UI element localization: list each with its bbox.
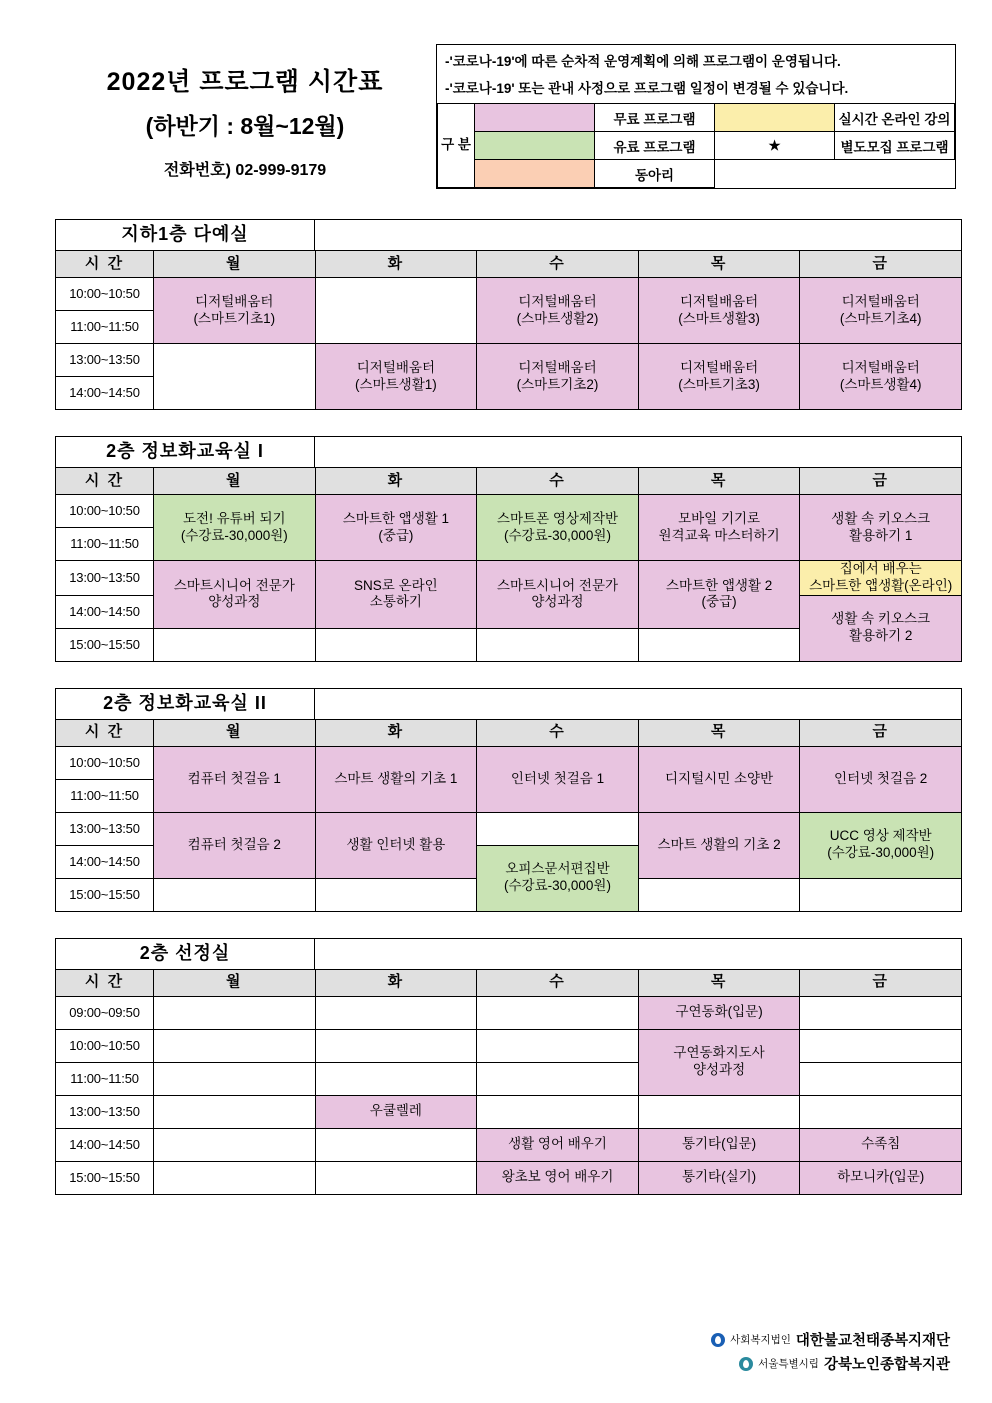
program-line: 통기타(입문): [681, 1136, 757, 1152]
legend-swatch-club: [475, 160, 595, 188]
program-cell: [800, 1161, 962, 1194]
empty-cell: [315, 1161, 477, 1194]
empty-cell: [800, 996, 962, 1029]
program-line: 소통하기: [369, 594, 422, 610]
column-header: 목: [638, 969, 800, 996]
program-cell: [315, 561, 477, 629]
schedule-table: [55, 467, 962, 662]
legend-empty-2: [835, 160, 955, 188]
column-header: 금: [800, 251, 962, 278]
footer-line-2: [711, 1353, 950, 1374]
time-slot-label: 13:00~13:50: [56, 561, 154, 596]
program-line: 활용하기 2: [848, 628, 913, 644]
program-line: 스마트 생활의 기초 1: [334, 770, 458, 786]
empty-cell: [154, 628, 316, 661]
footer-big-2: 강북노인종합복지관: [823, 1357, 950, 1373]
program-cell: [800, 812, 962, 878]
time-slot-label: 11:00~11:50: [56, 528, 154, 561]
program-line: 스마트한 앱생활 2: [665, 577, 773, 593]
column-header: 시 간: [56, 251, 154, 278]
program-cell: [638, 495, 800, 561]
legend-note-1: -'코로나-19'에 따른 순차적 운영계획에 의해 프로그램이 운영됩니다.: [445, 54, 841, 69]
schedule-section: [0, 436, 992, 662]
table-row: [56, 812, 962, 845]
program-cell: [154, 746, 316, 812]
program-line: (스마트기초3): [678, 376, 760, 392]
program-cell: [800, 746, 962, 812]
program-cell: [477, 746, 639, 812]
program-line: 컴퓨터 첫걸음 1: [187, 770, 281, 786]
program-cell: [638, 344, 800, 410]
legend-swatch-free: [475, 104, 595, 132]
empty-cell: [477, 1062, 639, 1095]
time-slot-label: 15:00~15:50: [56, 1161, 154, 1194]
legend-label-club: 동아리: [595, 160, 715, 188]
program-cell: [800, 1128, 962, 1161]
empty-cell: [154, 1128, 316, 1161]
program-line: 디저털배움터: [518, 293, 597, 309]
program-cell: [315, 812, 477, 878]
program-cell: [477, 561, 639, 629]
program-line: (스마트기초2): [516, 376, 599, 392]
program-cell: [638, 561, 800, 629]
program-line: 스마트 생활의 기초 2: [657, 836, 781, 852]
program-cell: [154, 495, 316, 561]
program-line: 디저털배움터: [841, 293, 920, 309]
program-line: 통기타(실기): [681, 1169, 757, 1185]
program-line: 생활 영어 배우기: [508, 1136, 607, 1152]
empty-cell: [154, 878, 316, 911]
program-line: 오피스문서편집반: [505, 861, 610, 877]
footer-small-1: 사회복지법인: [730, 1334, 791, 1346]
table-row: [56, 746, 962, 779]
program-line: 디저털배움터: [679, 359, 759, 375]
column-header: 시 간: [56, 969, 154, 996]
program-line: 모바일 기기로: [678, 510, 761, 526]
column-header: 월: [154, 969, 316, 996]
program-line: SNS로 온라인: [354, 577, 438, 593]
page-title: 2022년 프로그램 시간표: [106, 68, 384, 96]
program-line: 원격교육 마스터하기: [658, 527, 780, 543]
legend-box: [436, 44, 956, 189]
column-header: 목: [638, 251, 800, 278]
section-title-row: [55, 436, 962, 467]
time-slot-label: 13:00~13:50: [56, 344, 154, 377]
program-cell: [477, 845, 639, 911]
column-header: 수: [477, 969, 639, 996]
table-row: [56, 495, 962, 528]
time-slot-label: 14:00~14:50: [56, 845, 154, 878]
program-line: 인터넷 첫걸음 2: [834, 770, 928, 786]
table-row: [56, 1062, 962, 1095]
empty-cell: [154, 1029, 316, 1062]
table-row: [56, 561, 962, 596]
program-cell: [800, 344, 962, 410]
table-header-row: [56, 468, 962, 495]
legend-label-online: 실시간 온라인 강의: [835, 104, 955, 132]
table-header-row: [56, 251, 962, 278]
column-header: 화: [315, 251, 477, 278]
time-slot-label: 13:00~13:50: [56, 1095, 154, 1128]
empty-cell: [800, 1029, 962, 1062]
column-header: 화: [315, 969, 477, 996]
column-header: 월: [154, 468, 316, 495]
table-row: [56, 344, 962, 377]
column-header: 시 간: [56, 719, 154, 746]
legend-swatch-paid: [475, 132, 595, 160]
program-line: (중급): [378, 527, 414, 543]
section-title-row: [55, 219, 962, 250]
program-line: 우쿨렐레: [369, 1103, 422, 1119]
program-line: (스마트생활2): [516, 310, 599, 326]
section-title: 2층 선정실: [55, 938, 315, 969]
footer-small-2: 서울특별시립: [758, 1358, 819, 1370]
program-line: (수강료-30,000원): [827, 845, 935, 861]
program-cell: [477, 278, 639, 344]
program-line: 수족침: [861, 1136, 901, 1152]
organization-footer: [711, 1329, 950, 1377]
column-header: 시 간: [56, 468, 154, 495]
program-line: (스마트생활3): [678, 310, 760, 326]
program-line: 도전! 유튜버 되기: [183, 510, 286, 526]
program-line: 구연동화지도사: [673, 1045, 765, 1061]
program-cell: [154, 812, 316, 878]
section-title-row: [55, 688, 962, 719]
empty-cell: [800, 1095, 962, 1128]
time-slot-label: 11:00~11:50: [56, 1062, 154, 1095]
empty-cell: [638, 1095, 800, 1128]
time-slot-label: 09:00~09:50: [56, 996, 154, 1029]
column-header: 수: [477, 468, 639, 495]
empty-cell: [154, 996, 316, 1029]
program-line: (수강료-30,000원): [504, 527, 611, 543]
table-row: [56, 278, 962, 311]
program-cell: [638, 1029, 800, 1095]
schedule-sections: [0, 219, 992, 1225]
program-cell: [315, 746, 477, 812]
program-line: 스마트시니어 전문가: [496, 577, 619, 593]
table-header-row: [56, 969, 962, 996]
program-cell: [638, 278, 800, 344]
program-cell: [800, 595, 962, 661]
empty-cell: [154, 344, 316, 410]
section-spacer: [0, 1195, 992, 1225]
program-line: 스마트폰 영상제작반: [496, 510, 619, 526]
schedule-table: [55, 250, 962, 410]
empty-cell: [154, 1161, 316, 1194]
schedule-section: [0, 938, 992, 1195]
program-cell: [477, 1128, 639, 1161]
table-row: [56, 1161, 962, 1194]
empty-cell: [800, 1062, 962, 1095]
column-header: 월: [154, 719, 316, 746]
program-line: 스마트시니어 전문가: [173, 577, 295, 593]
program-line: (중급): [701, 594, 737, 610]
legend-label-paid: 유료 프로그램: [595, 132, 715, 160]
section-title-row: [55, 938, 962, 969]
section-title-filler: [315, 436, 962, 467]
time-slot-label: 14:00~14:50: [56, 1128, 154, 1161]
program-line: 생활 속 키오스크: [831, 611, 931, 627]
time-slot-label: 13:00~13:50: [56, 812, 154, 845]
program-cell: [638, 1161, 800, 1194]
section-spacer: [0, 662, 992, 688]
column-header: 금: [800, 719, 962, 746]
table-row: [56, 1095, 962, 1128]
column-header: 수: [477, 719, 639, 746]
time-slot-label: 10:00~10:50: [56, 746, 154, 779]
table-row: [56, 1029, 962, 1062]
time-slot-label: 10:00~10:50: [56, 1029, 154, 1062]
program-line: 집에서 배우는: [839, 561, 922, 576]
empty-cell: [154, 1095, 316, 1128]
empty-cell: [638, 878, 800, 911]
time-slot-label: 15:00~15:50: [56, 628, 154, 661]
time-slot-label: 11:00~11:50: [56, 311, 154, 344]
section-title-filler: [315, 219, 962, 250]
program-line: (스마트생활4): [839, 376, 922, 392]
title-block: [60, 44, 430, 180]
program-cell: [315, 1095, 477, 1128]
program-line: 양성과정: [692, 1062, 746, 1078]
empty-cell: [315, 1062, 477, 1095]
section-title: 지하1층 다예실: [55, 219, 315, 250]
program-cell: [477, 495, 639, 561]
spacer-top: [0, 189, 992, 219]
table-row: [56, 1128, 962, 1161]
legend-row-paid: [438, 132, 955, 160]
program-cell: [315, 495, 477, 561]
program-line: 인터넷 첫걸음 1: [510, 770, 605, 786]
time-slot-label: 14:00~14:50: [56, 595, 154, 628]
city-logo-icon: [739, 1357, 753, 1371]
program-line: (수강료-30,000원): [180, 527, 288, 543]
program-line: 왕초보 영어 배우기: [501, 1169, 614, 1185]
program-line: UCC 영상 제작반: [829, 828, 932, 844]
program-cell: [315, 344, 477, 410]
program-line: 하모니카(입문): [837, 1169, 925, 1185]
program-cell: [638, 746, 800, 812]
legend-empty-1: [715, 160, 835, 188]
empty-cell: [477, 628, 639, 661]
program-line: 컴퓨터 첫걸음 2: [187, 836, 281, 852]
section-title: 2층 정보화교육실 I: [55, 436, 315, 467]
program-line: 구연동화(입문): [675, 1004, 763, 1020]
time-slot-label: 14:00~14:50: [56, 377, 154, 410]
program-line: 디저털배움터: [841, 359, 920, 375]
section-title: 2층 정보화교육실 II: [55, 688, 315, 719]
empty-cell: [315, 628, 477, 661]
section-title-filler: [315, 688, 962, 719]
document-header: [0, 0, 992, 189]
column-header: 월: [154, 251, 316, 278]
legend-note-2: -'코로나-19' 또는 관내 사정으로 프로그램 일정이 변경될 수 있습니다.: [445, 81, 849, 96]
section-title-filler: [315, 938, 962, 969]
program-cell: [638, 996, 800, 1029]
time-slot-label: 11:00~11:50: [56, 779, 154, 812]
empty-cell: [638, 628, 800, 661]
program-line: (스마트기초1): [193, 310, 276, 326]
program-line: 생활 인터넷 활용: [346, 836, 446, 852]
legend-gubun-label: 구 분: [438, 104, 475, 188]
foundation-logo-icon: [711, 1333, 725, 1347]
schedule-table: [55, 719, 962, 912]
program-line: 양성과정: [208, 594, 261, 610]
legend-table: [437, 103, 955, 188]
program-line: 스마트한 앱생활 1: [342, 510, 450, 526]
phone-number: 전화번호) 02-999-9179: [163, 162, 327, 179]
table-header-row: [56, 719, 962, 746]
program-line: 디저털배움터: [195, 293, 274, 309]
schedule-table: [55, 969, 962, 1195]
footer-line-1: [711, 1329, 950, 1350]
program-line: 디저털배움터: [356, 359, 436, 375]
empty-cell: [315, 278, 477, 344]
program-line: 생활 속 키오스크: [831, 510, 931, 526]
empty-cell: [800, 878, 962, 911]
column-header: 수: [477, 251, 639, 278]
empty-cell: [315, 878, 477, 911]
legend-label-special: 별도모집 프로그램: [835, 132, 955, 160]
program-line: (수강료-30,000원): [504, 878, 611, 894]
program-cell: [638, 812, 800, 878]
empty-cell: [477, 996, 639, 1029]
legend-swatch-online: [715, 104, 835, 132]
legend-label-free: 무료 프로그램: [595, 104, 715, 132]
legend-row-free: [438, 104, 955, 132]
schedule-section: [0, 219, 992, 410]
footer-big-1: 대한불교천태종복지재단: [795, 1333, 950, 1349]
program-line: 스마트한 앱생활(온라인): [809, 577, 953, 593]
column-header: 목: [638, 719, 800, 746]
section-spacer: [0, 912, 992, 938]
program-cell: [800, 495, 962, 561]
column-header: 목: [638, 468, 800, 495]
legend-row-club: [438, 160, 955, 188]
program-cell: [154, 278, 316, 344]
program-line: 디저털배움터: [518, 359, 597, 375]
column-header: 화: [315, 468, 477, 495]
column-header: 화: [315, 719, 477, 746]
section-spacer: [0, 410, 992, 436]
program-cell: [638, 1128, 800, 1161]
time-slot-label: 10:00~10:50: [56, 495, 154, 528]
program-line: 디지털시민 소양반: [665, 770, 774, 786]
program-line: (스마트기초4): [839, 310, 922, 326]
time-slot-label: 15:00~15:50: [56, 878, 154, 911]
legend-star-icon: ★: [715, 132, 835, 160]
column-header: 금: [800, 969, 962, 996]
empty-cell: [477, 812, 639, 845]
program-cell: [800, 561, 962, 596]
program-line: 양성과정: [531, 594, 584, 610]
empty-cell: [477, 1095, 639, 1128]
program-line: 디저털배움터: [679, 293, 759, 309]
program-line: 활용하기 1: [848, 527, 913, 543]
program-cell: [477, 1161, 639, 1194]
program-line: (스마트생활1): [355, 376, 437, 392]
program-cell: [800, 278, 962, 344]
empty-cell: [154, 1062, 316, 1095]
program-cell: [154, 561, 316, 629]
column-header: 금: [800, 468, 962, 495]
empty-cell: [315, 1029, 477, 1062]
time-slot-label: 10:00~10:50: [56, 278, 154, 311]
program-cell: [477, 344, 639, 410]
empty-cell: [315, 996, 477, 1029]
table-row: [56, 996, 962, 1029]
page-subtitle: (하반기 : 8월~12월): [145, 113, 345, 139]
empty-cell: [315, 1128, 477, 1161]
empty-cell: [477, 1029, 639, 1062]
schedule-section: [0, 688, 992, 912]
